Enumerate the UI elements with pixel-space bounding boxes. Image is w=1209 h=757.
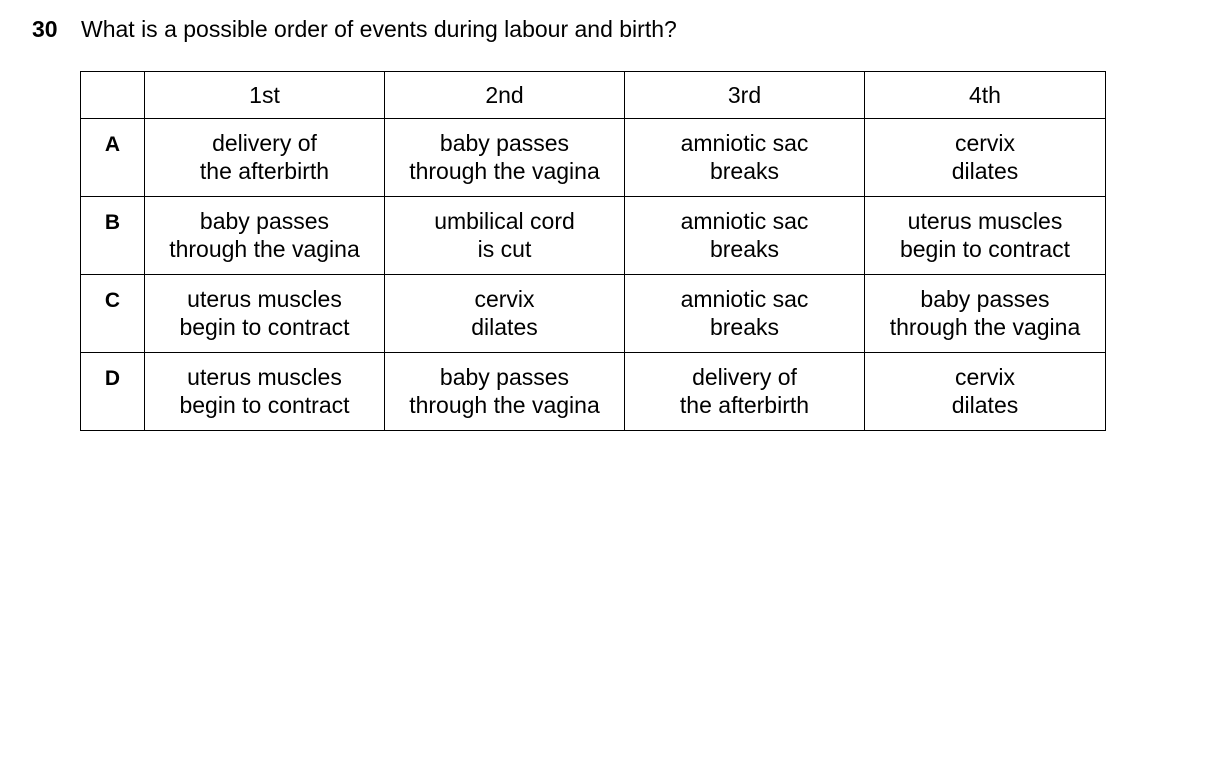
option-letter: C [81,275,145,353]
event-cell [865,197,1106,275]
event-line: uterus muscles [187,286,342,312]
table-row [81,197,1106,275]
header-2nd: 2nd [385,72,625,119]
event-cell [385,353,625,431]
event-cell [385,197,625,275]
question-text: What is a possible order of events during labour and birth? [81,16,677,42]
event-line: cervix [954,130,1016,156]
event-line: baby passes [920,286,1050,312]
event-cell [625,197,865,275]
event-line: through the vagina [409,392,600,418]
question-number: 30 [32,16,58,42]
event-line: delivery of [692,364,797,390]
event-cell [865,353,1106,431]
event-line: through the vagina [169,236,360,262]
header-3rd: 3rd [625,72,865,119]
header-corner [81,72,145,119]
event-cell [625,119,865,197]
event-line: amniotic sac [680,208,809,234]
event-line: dilates [471,314,538,340]
event-line: delivery of [212,130,317,156]
event-cell [145,275,385,353]
event-cell [145,119,385,197]
event-line: uterus muscles [907,208,1063,234]
question [32,14,677,44]
event-line: dilates [951,158,1019,184]
table-header-row [81,72,1106,119]
table-row [81,353,1106,431]
table-row [81,119,1106,197]
event-cell [385,119,625,197]
event-line: the afterbirth [679,392,810,418]
header-1st: 1st [145,72,385,119]
event-line: cervix [954,364,1016,390]
event-line: uterus muscles [187,364,342,390]
event-line: cervix [474,286,535,312]
event-cell [865,275,1106,353]
option-letter: A [81,119,145,197]
event-cell [145,353,385,431]
event-line: through the vagina [889,314,1081,340]
event-line: begin to contract [899,236,1071,262]
event-line: amniotic sac [680,130,809,156]
option-letter: D [81,353,145,431]
event-cell [625,275,865,353]
event-cell [145,197,385,275]
event-line: begin to contract [179,314,350,340]
event-line: baby passes [439,364,570,390]
event-line: the afterbirth [199,158,330,184]
event-line: through the vagina [409,158,600,184]
header-4th: 4th [865,72,1106,119]
event-line: begin to contract [179,392,350,418]
event-cell [625,353,865,431]
event-line: baby passes [439,130,570,156]
event-cell [385,275,625,353]
event-line: breaks [709,236,780,262]
event-line: baby passes [199,208,330,234]
event-line: dilates [951,392,1019,418]
event-line: breaks [709,314,780,340]
event-line: umbilical cord [434,208,575,234]
event-line: is cut [477,236,532,262]
event-line: breaks [709,158,780,184]
answer-options-table [80,71,1106,431]
event-cell [865,119,1106,197]
table-row [81,275,1106,353]
option-letter: B [81,197,145,275]
event-line: amniotic sac [680,286,809,312]
